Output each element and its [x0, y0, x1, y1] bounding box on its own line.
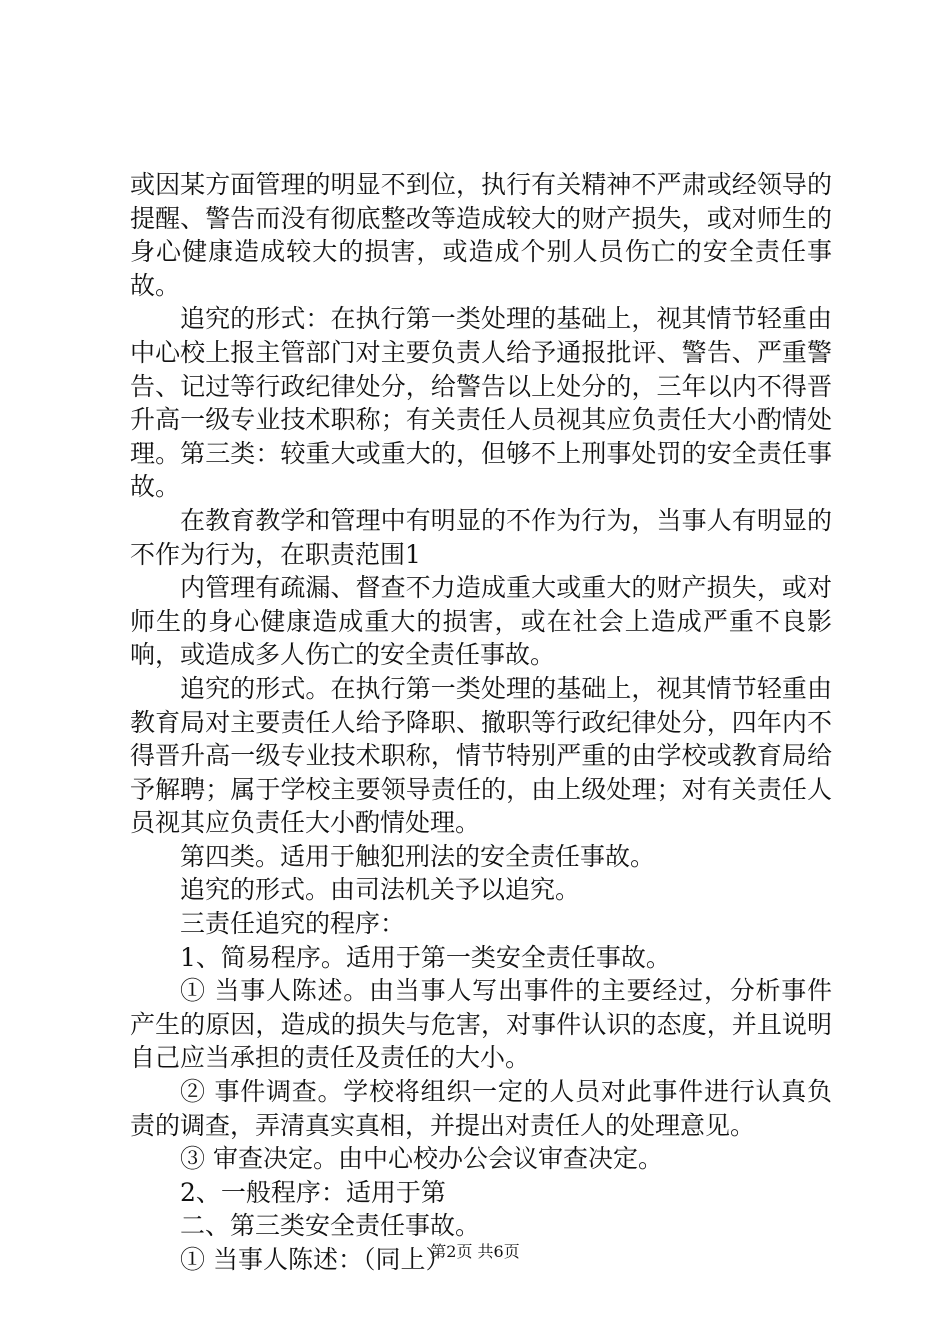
- paragraph-10: ① 当事人陈述。由当事人写出事件的主要经过，分析事件产生的原因，造成的损失与危害，对事件认识的态度，并且说明自己应当承担的责任及责任的大小。: [130, 976, 832, 1073]
- paragraph-8: 三责任追究的程序：: [180, 909, 406, 939]
- paragraph-14: 二、第三类安全责任事故。: [180, 1211, 481, 1241]
- paragraph-15: ① 当事人陈述：（同上）: [180, 1245, 451, 1274]
- paragraph-11: ② 事件调查。学校将组织一定的人员对此事件进行认真负责的调查，弄清真实真相，并提出对责任人的处理意见。: [130, 1077, 832, 1140]
- paragraph-9: 1、简易程序。适用于第一类安全责任事故。: [180, 942, 671, 972]
- document-body: [130, 168, 832, 1277]
- paragraph-12: ③ 审查决定。由中心校办公会议审查决定。: [180, 1144, 663, 1174]
- paragraph-4: 内管理有疏漏、督查不力造成重大或重大的财产损失，或对师生的身心健康造成重大的损害，或在社会上造成严重不良影响，或造成多人伤亡的安全责任事故。: [130, 573, 832, 670]
- paragraph-1: 或因某方面管理的明显不到位，执行有关精神不严肃或经领导的提醒、警告而没有彻底整改等造成较大的财产损失，或对师生的身心健康造成较大的损害，或造成个别人员伤亡的安全责任事故。: [130, 170, 832, 300]
- paragraph-7: 追究的形式。由司法机关予以追究。: [180, 875, 581, 905]
- paragraph-13: 2、一般程序：适用于第: [180, 1177, 446, 1207]
- paragraph-6: 第四类。适用于触犯刑法的安全责任事故。: [180, 841, 656, 871]
- paragraph-2: 追究的形式：在执行第一类处理的基础上，视其情节轻重由中心校上报主管部门对主要负责人给予通报批评、警告、严重警告、记过等行政纪律处分，给警告以上处分的，三年以内不得晋升高一级专业技术职称；有关责任人员视其应负责任大小酌情处理。第三类：较重大或重大的，但够不上刑事处罚的安全责任事故。: [130, 304, 832, 502]
- paragraph-3: 在教育教学和管理中有明显的不作为行为，当事人有明显的不作为行为，在职责范围1: [130, 505, 832, 569]
- page-number-footer: 第2页 共6页: [430, 1242, 520, 1261]
- paragraph-5: 追究的形式。在执行第一类处理的基础上，视其情节轻重由教育局对主要责任人给予降职、撤职等行政纪律处分，四年内不得晋升高一级专业技术职称，情节特别严重的由学校或教育局给予解聘；属于学校主要领导责任的，由上级处理；对有关责任人员视其应负责任大小酌情处理。: [130, 673, 832, 838]
